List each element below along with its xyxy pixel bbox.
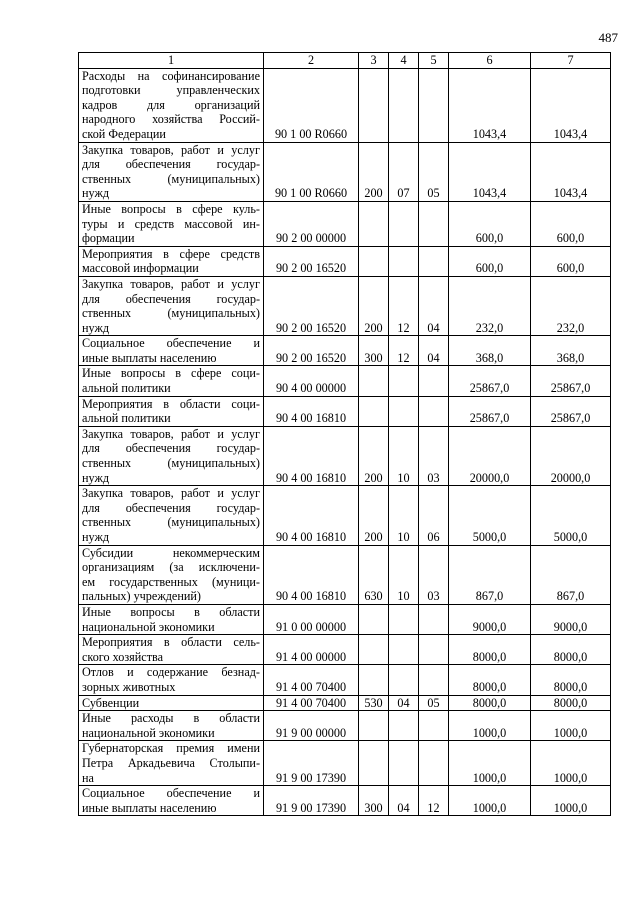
item-name-line: ской Федерации <box>82 126 166 141</box>
subsection-cell: 03 <box>419 426 449 485</box>
item-name-cell <box>79 711 264 741</box>
code-cell: 91 0 00 00000 <box>264 604 359 634</box>
code-cell: 90 1 00 R0660 <box>264 68 359 142</box>
table-row <box>79 68 611 142</box>
budget-table <box>78 52 611 816</box>
section-cell <box>389 366 419 396</box>
item-name-cell <box>79 695 264 711</box>
item-name-line: Иные вопросы в области <box>82 604 260 619</box>
code-cell: 90 2 00 16520 <box>264 276 359 335</box>
table-row <box>79 786 611 816</box>
item-name-cell <box>79 635 264 665</box>
code-cell: 90 4 00 16810 <box>264 486 359 545</box>
item-name-line: ем государственных (муници- <box>82 574 260 589</box>
expense-type-cell: 200 <box>359 426 389 485</box>
subsection-cell: 05 <box>419 142 449 201</box>
subsection-cell <box>419 246 449 276</box>
amount-cell: 1000,0 <box>531 786 611 816</box>
subsection-cell: 04 <box>419 336 449 366</box>
amount-cell: 25867,0 <box>449 366 531 396</box>
item-name-cell <box>79 396 264 426</box>
table-row <box>79 545 611 604</box>
amount-cell: 8000,0 <box>531 695 611 711</box>
expense-type-cell <box>359 366 389 396</box>
code-cell: 90 4 00 00000 <box>264 366 359 396</box>
code-cell: 90 4 00 16810 <box>264 426 359 485</box>
amount-cell: 25867,0 <box>531 366 611 396</box>
expense-type-cell: 630 <box>359 545 389 604</box>
section-cell: 07 <box>389 142 419 201</box>
item-name-cell <box>79 142 264 201</box>
subsection-cell <box>419 366 449 396</box>
subsection-cell: 05 <box>419 695 449 711</box>
item-name-line: иные выплаты населению <box>82 350 217 365</box>
table-row <box>79 741 611 786</box>
amount-cell: 9000,0 <box>449 604 531 634</box>
item-name-line: туры и средств массовой ин- <box>82 216 260 231</box>
item-name-cell <box>79 665 264 695</box>
amount-cell: 1000,0 <box>531 711 611 741</box>
item-name-cell <box>79 276 264 335</box>
code-cell: 91 4 00 70400 <box>264 695 359 711</box>
amount-cell: 1043,4 <box>449 142 531 201</box>
code-cell: 91 9 00 17390 <box>264 786 359 816</box>
amount-cell: 1043,4 <box>531 68 611 142</box>
table-row <box>79 396 611 426</box>
item-name-line: Иные вопросы в сфере куль- <box>82 201 260 216</box>
section-cell: 12 <box>389 336 419 366</box>
item-name-line: Иные вопросы в сфере соци- <box>82 366 260 381</box>
section-cell: 10 <box>389 426 419 485</box>
amount-cell: 8000,0 <box>531 665 611 695</box>
section-cell <box>389 396 419 426</box>
subsection-cell <box>419 68 449 142</box>
amount-cell: 20000,0 <box>449 426 531 485</box>
amount-cell: 1000,0 <box>531 741 611 786</box>
item-name-line: массовой информации <box>82 261 199 276</box>
item-name-line: ственных (муниципальных) <box>82 456 260 471</box>
item-name-line: для обеспечения государ- <box>82 291 260 306</box>
code-cell: 91 9 00 17390 <box>264 741 359 786</box>
table-row <box>79 604 611 634</box>
section-cell <box>389 635 419 665</box>
amount-cell: 9000,0 <box>531 604 611 634</box>
amount-cell: 600,0 <box>531 201 611 246</box>
item-name-line: народного хозяйства Россий- <box>82 112 260 127</box>
item-name-line: Мероприятия в области соци- <box>82 396 260 411</box>
expense-type-cell: 300 <box>359 786 389 816</box>
item-name-line: Субвенции <box>82 695 140 710</box>
subsection-cell <box>419 665 449 695</box>
subsection-cell: 12 <box>419 786 449 816</box>
item-name-line: Закупка товаров, работ и услуг <box>82 276 260 291</box>
table-row <box>79 336 611 366</box>
code-cell: 90 2 00 00000 <box>264 201 359 246</box>
code-cell: 90 2 00 16520 <box>264 336 359 366</box>
item-name-line: Отлов и содержание безнад- <box>82 665 260 680</box>
code-cell: 90 1 00 R0660 <box>264 142 359 201</box>
item-name-line: на <box>82 770 94 785</box>
subsection-cell <box>419 635 449 665</box>
page-number: 487 <box>598 30 618 45</box>
section-cell: 10 <box>389 486 419 545</box>
item-name-cell <box>79 486 264 545</box>
item-name-line: Социальное обеспечение и <box>82 786 260 801</box>
item-name-line: для обеспечения государ- <box>82 157 260 172</box>
item-name-cell <box>79 604 264 634</box>
item-name-line: ственных (муниципальных) <box>82 306 260 321</box>
amount-cell: 867,0 <box>531 545 611 604</box>
amount-cell: 8000,0 <box>531 635 611 665</box>
column-header: 6 <box>449 53 531 69</box>
column-header: 5 <box>419 53 449 69</box>
item-name-line: нужд <box>82 530 110 544</box>
amount-cell: 5000,0 <box>449 486 531 545</box>
section-cell <box>389 711 419 741</box>
table-row <box>79 366 611 396</box>
amount-cell: 25867,0 <box>531 396 611 426</box>
expense-type-cell: 530 <box>359 695 389 711</box>
code-cell: 91 4 00 00000 <box>264 635 359 665</box>
item-name-line: пальных) учреждений) <box>82 589 201 604</box>
amount-cell: 600,0 <box>449 201 531 246</box>
item-name-line: иные выплаты населению <box>82 800 217 815</box>
item-name-line: кадров для организаций <box>82 97 260 112</box>
code-cell: 90 4 00 16810 <box>264 396 359 426</box>
subsection-cell <box>419 711 449 741</box>
section-cell <box>389 665 419 695</box>
subsection-cell <box>419 201 449 246</box>
item-name-cell <box>79 201 264 246</box>
item-name-line: Расходы на софинансирование <box>82 68 260 83</box>
section-cell: 04 <box>389 786 419 816</box>
table-row <box>79 142 611 201</box>
expense-type-cell: 200 <box>359 276 389 335</box>
expense-type-cell <box>359 711 389 741</box>
item-name-line: ского хозяйства <box>82 649 164 664</box>
subsection-cell <box>419 741 449 786</box>
subsection-cell: 03 <box>419 545 449 604</box>
expense-type-cell <box>359 201 389 246</box>
column-header: 1 <box>79 53 264 69</box>
amount-cell: 867,0 <box>449 545 531 604</box>
expense-type-cell <box>359 68 389 142</box>
item-name-line: для обеспечения государ- <box>82 441 260 456</box>
table-row <box>79 276 611 335</box>
expense-type-cell: 200 <box>359 486 389 545</box>
item-name-cell <box>79 68 264 142</box>
subsection-cell: 06 <box>419 486 449 545</box>
subsection-cell <box>419 604 449 634</box>
amount-cell: 1000,0 <box>449 711 531 741</box>
item-name-line: Закупка товаров, работ и услуг <box>82 426 260 441</box>
section-cell <box>389 741 419 786</box>
expense-type-cell <box>359 246 389 276</box>
expense-type-cell: 200 <box>359 142 389 201</box>
item-name-line: Петра Аркадьевича Столыпи- <box>82 755 260 770</box>
amount-cell: 232,0 <box>531 276 611 335</box>
item-name-line: нужд <box>82 470 110 485</box>
item-name-cell <box>79 246 264 276</box>
item-name-line: ственных (муниципальных) <box>82 515 260 530</box>
amount-cell: 232,0 <box>449 276 531 335</box>
column-header: 2 <box>264 53 359 69</box>
expense-type-cell <box>359 665 389 695</box>
amount-cell: 600,0 <box>449 246 531 276</box>
item-name-line: Губернаторская премия имени <box>82 741 260 756</box>
item-name-line: нужд <box>82 320 110 335</box>
amount-cell: 5000,0 <box>531 486 611 545</box>
item-name-cell <box>79 426 264 485</box>
column-header: 3 <box>359 53 389 69</box>
expense-type-cell <box>359 635 389 665</box>
section-cell <box>389 604 419 634</box>
item-name-line: для обеспечения государ- <box>82 500 260 515</box>
item-name-line: подготовки управленческих <box>82 83 260 98</box>
item-name-line: Иные расходы в области <box>82 711 260 726</box>
code-cell: 91 9 00 00000 <box>264 711 359 741</box>
table-row <box>79 246 611 276</box>
table-row <box>79 665 611 695</box>
code-cell: 91 4 00 70400 <box>264 665 359 695</box>
code-cell: 90 4 00 16810 <box>264 545 359 604</box>
item-name-cell <box>79 336 264 366</box>
amount-cell: 600,0 <box>531 246 611 276</box>
amount-cell: 368,0 <box>449 336 531 366</box>
amount-cell: 8000,0 <box>449 695 531 711</box>
item-name-line: Мероприятия в сфере средств <box>82 246 260 261</box>
item-name-line: Социальное обеспечение и <box>82 336 260 351</box>
table-row <box>79 711 611 741</box>
item-name-line: Закупка товаров, работ и услуг <box>82 142 260 157</box>
section-cell: 04 <box>389 695 419 711</box>
table-row <box>79 486 611 545</box>
table-row <box>79 426 611 485</box>
amount-cell: 8000,0 <box>449 665 531 695</box>
amount-cell: 1000,0 <box>449 786 531 816</box>
amount-cell: 25867,0 <box>449 396 531 426</box>
item-name-cell <box>79 786 264 816</box>
item-name-cell <box>79 545 264 604</box>
item-name-line: национальной экономики <box>82 725 215 740</box>
item-name-line: нужд <box>82 186 110 201</box>
table-row <box>79 695 611 711</box>
table-header-row <box>79 53 611 69</box>
item-name-line: организациям (за исключени- <box>82 560 260 575</box>
item-name-line: Мероприятия в области сель- <box>82 635 260 650</box>
subsection-cell <box>419 396 449 426</box>
amount-cell: 1000,0 <box>449 741 531 786</box>
code-cell: 90 2 00 16520 <box>264 246 359 276</box>
item-name-line: зорных животных <box>82 679 176 694</box>
item-name-cell <box>79 366 264 396</box>
expense-type-cell <box>359 604 389 634</box>
column-header: 4 <box>389 53 419 69</box>
section-cell <box>389 246 419 276</box>
amount-cell: 20000,0 <box>531 426 611 485</box>
section-cell <box>389 201 419 246</box>
item-name-line: альной политики <box>82 381 171 396</box>
amount-cell: 8000,0 <box>449 635 531 665</box>
amount-cell: 1043,4 <box>449 68 531 142</box>
amount-cell: 1043,4 <box>531 142 611 201</box>
expense-type-cell <box>359 741 389 786</box>
item-name-line: Субсидии некоммерческим <box>82 545 260 560</box>
item-name-line: формации <box>82 231 135 246</box>
item-name-line: Закупка товаров, работ и услуг <box>82 486 260 501</box>
expense-type-cell <box>359 396 389 426</box>
expense-type-cell: 300 <box>359 336 389 366</box>
item-name-cell <box>79 741 264 786</box>
amount-cell: 368,0 <box>531 336 611 366</box>
column-header: 7 <box>531 53 611 69</box>
subsection-cell: 04 <box>419 276 449 335</box>
section-cell <box>389 68 419 142</box>
item-name-line: альной политики <box>82 411 171 426</box>
table-row <box>79 635 611 665</box>
item-name-line: национальной экономики <box>82 619 215 634</box>
section-cell: 10 <box>389 545 419 604</box>
item-name-line: ственных (муниципальных) <box>82 171 260 186</box>
section-cell: 12 <box>389 276 419 335</box>
table-row <box>79 201 611 246</box>
